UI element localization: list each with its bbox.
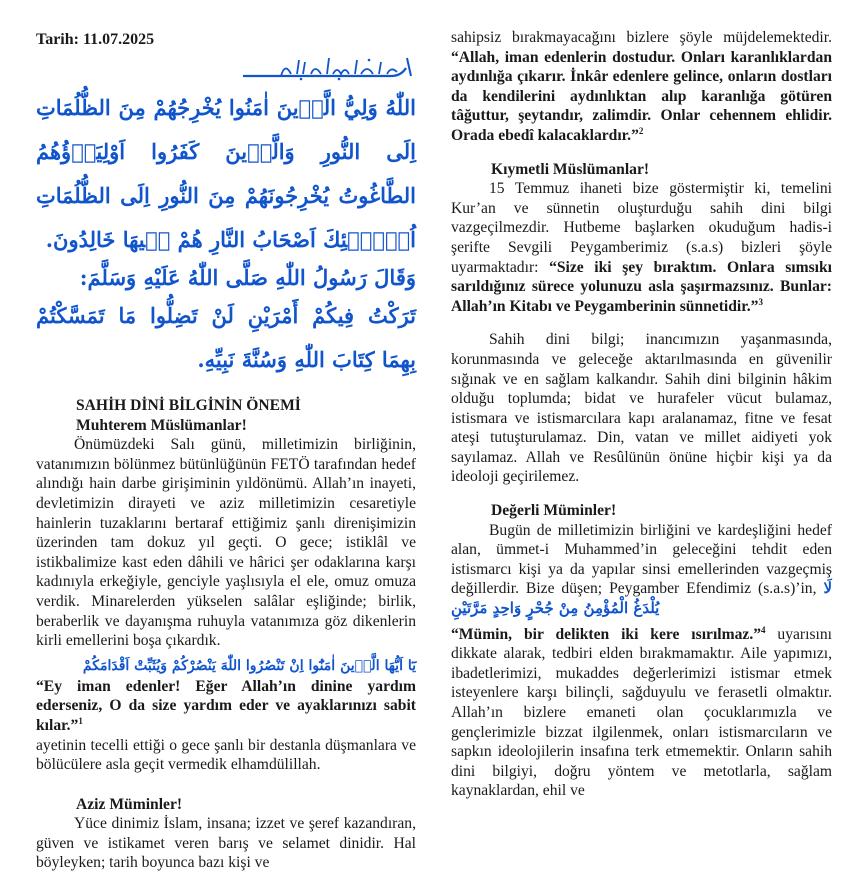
quote-2: “Allah, iman edenlerin dostudur. Onları karanlıklardan aydınlığa çıkarır. İnkâr edenlere gelince, onların dostları da kendilerini aydınlıktan alıp karanlığa götüren tâğuttur, şeytandır, zalimdir. Onlar cehennem ehlidir. Orada ebedî kalacaklardır.” [451,48,832,144]
left-column [36,0,416,873]
greeting-kiymetli: Kıymetli Müslümanlar! [491,160,650,178]
paragraph-5 [451,521,832,619]
footnote-3: 3 [758,296,763,307]
paragraph-2-cont [451,28,832,146]
paragraph-1: Önümüzdeki Salı günü, milletimizin birliğinin, vatanımızın bölünmez bütünlüğünün FETÖ tarafından hedef alındığı hain darbe girişiminin yıldönümü. Allah’ın inayeti, devletimizin dirayeti ve aziz milletimizin cesaretiyle hainlerin tuzaklarını bertaraf ettiğimiz şanlı direnişimizin üzerinden tam dokuz yıl geçti. O gece; istiklâl ve istikbalimize kast eden dâhili ve hârici şer odaklarına karşı kadınıyla erkeğiyle, genciyle yaşlısıyla el ele, omuz omuza verdik. Minarelerden yükselen salâlar eşliğinde; birlik, beraberlik ve dayanışma ruhuyla vatanımıza göz dikenlerin kirli emellerini boşa çıkardık. [36,436,416,650]
basmala-row [36,50,416,86]
paragraph-3 [451,179,832,316]
quote-3: “Size iki şey bıraktım. Onlara sımsıkı sarıldığınız sürece yolunuzu asla şaşırmazsınız. Bunlar: Allah’ın Kitabı ve Peygamberinin sünnetidir.” [451,258,833,315]
verse-2-quote: “Ey iman edenler! Eğer Allah’ın dinine yardım ederseniz, O da size yardım eder ve ayaklarınızı sabit kılar.” [36,677,416,734]
paragraph-2-start: Yüce dinimiz İslam, insana; izzet ve şeref kazandıran, güven ve istikamet veren barış ve selamet dinidir. Hal böyleyken; tarih boyunca bazı kişi ve [36,815,416,872]
sermon-date: Tarih: 11.07.2025 [36,31,155,48]
paragraph-1-end: ayetinin tecelli ettiği o gece şanlı bir destanla düşmanlara ve bölücülere asla geçit vermedik elhamdülillah. [36,736,416,774]
paragraph-5-end-text: uyarısını dikkate alarak, tedbiri elden bırakmamaktır. Aile yapımızı, ibadetlerimizi, mukaddes değerlerimizi istismar etmek isteyenlere karşı bilinçli, sağduyulu ve ferasetli olmaktır. Allah’ın bizlere emaneti olan çocuklarımızla ve gençlerimizle bizzat ilgilenmek, onları istismarcıların ve sapkın ideolojilerin insafına terk etmemektir. Onların sahih dini bilgiyi, doğru yöntem ve metotlarla, sağlam kaynaklardan, ehil ve [451,625,832,800]
greeting-degerli: Değerli Müminler! [491,502,617,520]
footnote-4: 4 [761,624,766,635]
quote-4: “Mümin, bir delikten iki kere ısırılmaz.” [451,625,762,643]
paragraph-2-text: sahipsiz bırakmayacağını bizlere şöyle müjdelemektedir. [451,29,832,46]
greeting-aziz: Aziz Müminler! [76,795,183,813]
hadith-intro-arabic: وَقَالَ رَسُولُ اللّٰهِ صَلَّى اللّٰهُ عَلَيْهِ وَسَلَّمَ: [79,265,416,290]
paragraph-3-text: 15 Temmuz ihaneti bize göstermiştir ki, temelini Kur’an ve sünnetin oluşturduğu sahih dini bilgi vazgeçilmezdir. Hutbeme başlarken okuduğum hadis-i şerifte Sevgili Peygamberimiz (s.a.s) bizleri şöyle uyarmaktadır: [451,180,832,276]
right-column [451,0,832,801]
paragraph-5-end [451,625,832,801]
hadith-arabic: تَرَكْتُ فِيكُمْ أَمْرَيْنِ لَنْ تَضِلُّوا مَا تَمَسَّكْتُمْ بِهِمَا كِتَابَ اللّٰهِ وَسُنَّةَ نَبِيِّهِ. [36,303,416,372]
verse-2-arabic: يَٓا اَيُّهَا الَّذٖينَ اٰمَنُٓوا اِنْ تَنْصُرُوا اللّٰهَ يَنْصُرْكُمْ وَيُثَبِّتْ اَقْدَامَكُمْ [82,657,416,674]
sermon-title: SAHİH DİNİ BİLGİNİN ÖNEMİ [76,397,301,414]
opening-verse-arabic: اللّٰهُ وَلِيُّ الَّذٖينَ اٰمَنُوا يُخْرِجُهُمْ مِنَ الظُّلُمَاتِ اِلَى النُّورِ وَالَّذٖينَ كَفَرُوا اَوْلِيَاۤؤُهُمُ الطَّاغُوتُ يُخْرِجُونَهُمْ مِنَ النُّورِ اِلَى الظُّلُمَاتِ اُو۬لٰۤئِكَ اَصْحَابُ النَّارِ هُمْ فٖيهَا خَالِدُونَ. [36,95,416,252]
hadith-2-arabic: لَا يُلْدَغُ الْمُؤْمِنُ مِنْ جُحْرٍ وَاحِدٍ مَرَّتَيْنِ [451,579,832,618]
paragraph-4: Sahih dini bilgi; inancımızın yaşanmasında, korunmasında ve geleceğe aktarılmasında en güvenilir sığınak ve en sağlam kalkandır. Sahih dini bilginin hâkim olduğu toplumda; bidat ve hurafeler vücut bulamaz, istismara ve istismarcılara kapı aralanamaz, fitne ve fesat ateşi tutuşturulamaz. Din, vatan ve millet aidiyeti yok sayılamaz. Allah ve Resûlünün önüne hiçbir kişi ya da ideoloji geçirilemez. [451,331,832,486]
paragraph-5-text: Bugün de milletimizin birliğini ve kardeşliğini hedef alan, ümmet-i Muhammed’in geleceğini tehdit eden istismarcı kişi ya da yapılar sinsi emellerinden vazgeçmiş değillerdir. Bize düşen; Peygamber Efendimiz (s.a.s)’in, [451,521,832,598]
verse-2-translation [36,677,416,736]
greeting-muhterem: Muhterem Müslümanlar! [76,416,247,434]
basmala-calligraphy-icon [241,54,416,82]
footnote-2: 2 [638,125,644,136]
footnote-1: 1 [78,715,83,726]
